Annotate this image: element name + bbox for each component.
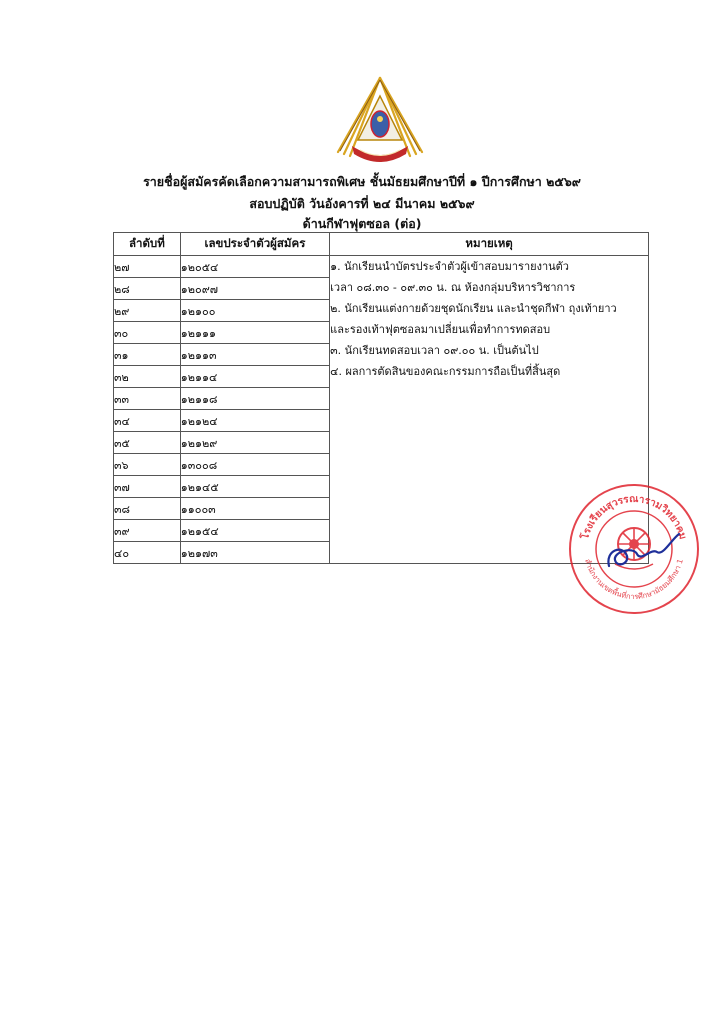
applicant-id: ๑๒๑๑๘ — [180, 388, 329, 410]
header-order-no: ลำดับที่ — [114, 233, 181, 256]
applicant-id: ๑๒๐๙๗ — [180, 278, 329, 300]
remark-line: ๔. ผลการตัดสินของคณะกรรมการถือเป็นที่สิ้นสุด — [330, 365, 561, 378]
order-no: ๓๕ — [114, 432, 181, 454]
table-row — [114, 256, 649, 278]
svg-text:โรงเรียนสุวรรณารามวิทยาคม — [578, 494, 688, 542]
order-no: ๓๓ — [114, 388, 181, 410]
applicant-id: ๑๒๑๕๔ — [180, 520, 329, 542]
document-title-line-3: ด้านกีฬาฟุตซอล (ต่อ) — [302, 216, 422, 231]
table-header-row — [114, 233, 649, 256]
applicant-id: ๑๓๐๐๘ — [180, 454, 329, 476]
order-no: ๒๘ — [114, 278, 181, 300]
stamp-top-text: โรงเรียนสุวรรณารามวิทยาคม — [580, 493, 688, 541]
header-applicant-id: เลขประจำตัวผู้สมัคร — [180, 233, 329, 256]
applicant-id: ๑๒๑๐๐ — [180, 300, 329, 322]
remark-line: ๒. นักเรียนแต่งกายด้วยชุดนักเรียน และนำชุดกีฬา ถุงเท้ายาว — [330, 302, 617, 315]
order-no: ๓๖ — [114, 454, 181, 476]
applicant-id: ๑๒๑๑๓ — [180, 344, 329, 366]
remark-line: ๓. นักเรียนทดสอบเวลา ๐๙.๐๐ น. เป็นต้นไป — [330, 344, 539, 357]
order-no: ๓๐ — [114, 322, 181, 344]
applicant-id: ๑๒๑๒๙ — [180, 432, 329, 454]
order-no: ๓๑ — [114, 344, 181, 366]
order-no: ๓๒ — [114, 366, 181, 388]
document-title-line-1: รายชื่อผู้สมัครคัดเลือกความสามารถพิเศษ ชั้นมัธยมศึกษาปีที่ ๑ ปีการศึกษา ๒๕๖๙ — [143, 174, 581, 189]
header-remarks: หมายเหตุ — [330, 233, 649, 256]
dharma-wheel-icon — [615, 528, 653, 569]
order-no: ๓๗ — [114, 476, 181, 498]
remark-line: และรองเท้าฟุตซอลมาเปลี่ยนเพื่อทำการทดสอบ — [330, 323, 551, 336]
document-title-line-2: สอบปฏิบัติ วันอังคารที่ ๒๔ มีนาคม ๒๕๖๙ — [249, 196, 475, 211]
applicant-id: ๑๒๐๕๔ — [180, 256, 329, 278]
applicant-id: ๑๑๐๐๓ — [180, 498, 329, 520]
order-no: ๒๗ — [114, 256, 181, 278]
order-no: ๓๙ — [114, 520, 181, 542]
stamp-bottom-text: สำนักงานเขตพื้นที่การศึกษามัธยมศึกษา 1 — [583, 557, 685, 602]
remark-line: เวลา ๐๘.๓๐ - ๐๙.๓๐ น. ณ ห้องกลุ่มบริหารวิชาการ — [330, 281, 576, 294]
order-no: ๒๙ — [114, 300, 181, 322]
order-no: ๓๘ — [114, 498, 181, 520]
applicant-id: ๑๒๑๑๔ — [180, 366, 329, 388]
order-no: ๓๔ — [114, 410, 181, 432]
applicant-id: ๑๒๑๗๓ — [180, 542, 329, 564]
applicant-id: ๑๒๑๔๕ — [180, 476, 329, 498]
school-emblem-logo — [330, 74, 430, 170]
applicant-id: ๑๒๑๑๑ — [180, 322, 329, 344]
school-seal-stamp — [567, 482, 701, 616]
order-no: ๔๐ — [114, 542, 181, 564]
applicant-id: ๑๒๑๒๔ — [180, 410, 329, 432]
remark-line: ๑. นักเรียนนำบัตรประจำตัวผู้เข้าสอบมารายงานตัว — [330, 260, 569, 273]
